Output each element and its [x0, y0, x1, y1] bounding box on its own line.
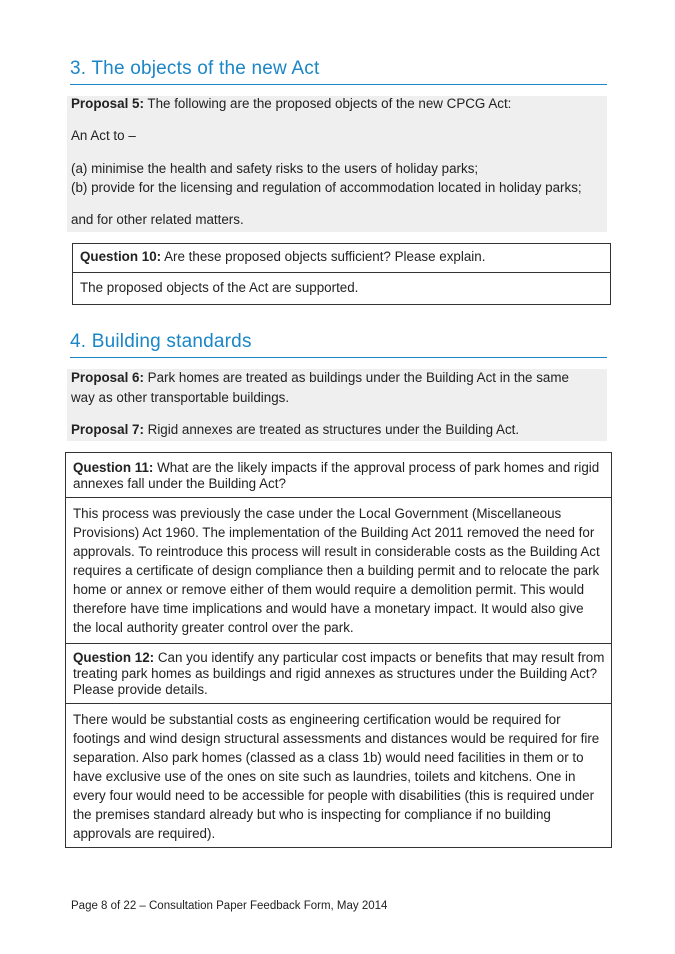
question-10-row	[73, 244, 610, 272]
question-10-answer: The proposed objects of the Act are supported.	[73, 272, 610, 304]
proposal-5-an-act: An Act to –	[71, 128, 136, 143]
question-10-table	[72, 243, 611, 305]
question-11-label: Question 11:	[73, 460, 154, 475]
proposal-5-item-b: (b) provide for the licensing and regulation of accommodation located in holiday parks;	[71, 180, 582, 195]
page-footer: Page 8 of 22 – Consultation Paper Feedback Form, May 2014	[71, 900, 388, 912]
question-11-row	[66, 453, 611, 497]
question-12-label: Question 12:	[73, 650, 155, 665]
section-4-heading: 4. Building standards	[70, 331, 607, 358]
proposal-5-item-a: (a) minimise the health and safety risks to the users of holiday parks;	[71, 161, 479, 176]
proposal-5-line	[71, 95, 511, 113]
proposal-6-text: Park homes are treated as buildings under the Building Act in the same	[143, 370, 569, 385]
proposal-5-closing: and for other related matters.	[71, 212, 244, 227]
proposal-7-text: Rigid annexes are treated as structures under the Building Act.	[143, 422, 520, 437]
proposal-7-line	[71, 421, 519, 439]
question-10-text: Are these proposed objects sufficient? Please explain.	[161, 249, 486, 264]
proposal-7-label: Proposal 7:	[71, 422, 144, 437]
question-11-answer: This process was previously the case under the Local Government (Miscellaneous Provisions) Act 1960. The implementation of the Building Act 2011 removed the need for approvals. To reintroduce this process will result in considerable costs as the Building Act requires a certificate of design compliance then a building permit and to relocate the park home or annex or remove either of them would require a demolition permit. This would therefore have time implications and would have a monetary impact. It would also give the local authority greater control over the park.	[66, 497, 611, 643]
proposal-6-line-1	[71, 369, 569, 387]
question-11-text: What are the likely impacts if the approval process of park homes and rigid annexes fall under the Building Act?	[73, 460, 600, 491]
section-3-heading: 3. The objects of the new Act	[70, 58, 607, 85]
question-12-text: Can you identify any particular cost impacts or benefits that may result from treating park homes as buildings and rigid annexes as structures under the Building Act? Please provide details.	[73, 650, 605, 697]
proposal-5-label: Proposal 5:	[71, 96, 144, 111]
question-10-label: Question 10:	[80, 249, 162, 264]
proposal-6-label: Proposal 6:	[71, 370, 144, 385]
proposal-6-line-2: way as other transportable buildings.	[71, 390, 290, 405]
question-12-row	[66, 643, 611, 703]
question-12-answer: There would be substantial costs as engineering certification would be required for footings and wind design structural assessments and distances would be required for fire separation. Also park homes (classed as a class 1b) would need facilities in them or to have exclusive use of the ones on site such as laundries, toilets and kitchens. One in every four would need to be accessible for people with disabilities (this is required under the premises standard already but who is inspecting for compliance if no building approvals are required).	[66, 703, 611, 847]
questions-11-12-table	[65, 452, 612, 848]
proposal-5-text: The following are the proposed objects of the new CPCG Act:	[143, 96, 512, 111]
